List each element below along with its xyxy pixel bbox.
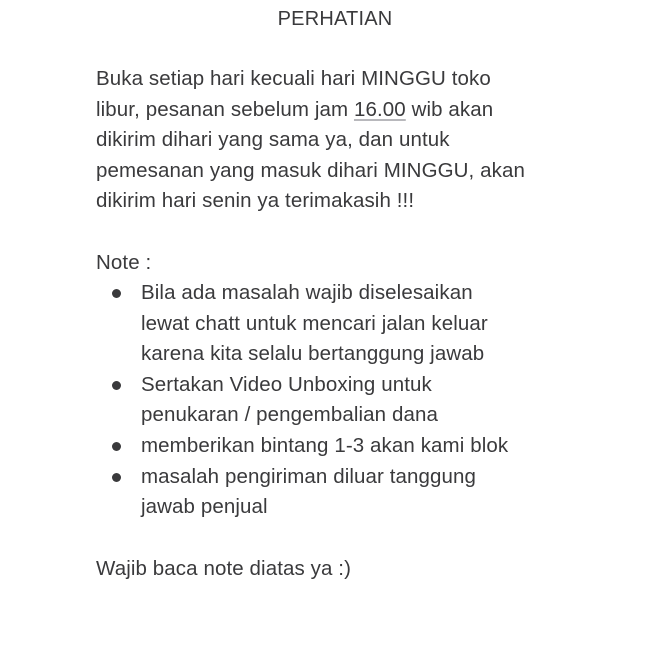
intro-line xyxy=(96,95,626,126)
note-line: Bila ada masalah wajib diselesaikan xyxy=(141,281,473,304)
note-line: masalah pengiriman diluar tanggung xyxy=(141,464,477,488)
note-line: jawab penjual xyxy=(141,495,268,519)
intro-line: pemesanan yang masuk dihari MINGGU, akan xyxy=(96,158,526,182)
intro-text: libur, pesanan sebelum jam xyxy=(96,97,354,121)
intro-line: dikirim hari senin ya terimakasih !!! xyxy=(96,189,415,213)
bullet-icon xyxy=(112,381,121,390)
bullet-icon xyxy=(112,289,121,298)
note-line: memberikan bintang 1-3 akan kami blok xyxy=(141,433,509,457)
bullet-icon xyxy=(112,473,121,482)
note-line: Sertakan Video Unboxing untuk xyxy=(141,372,432,396)
intro-line: Buka setiap hari kecuali hari MINGGU toko xyxy=(96,67,491,90)
note-item xyxy=(96,370,636,431)
bullet-icon xyxy=(112,442,121,451)
note-line: penukaran / pengembalian dana xyxy=(141,403,438,427)
note-line: karena kita selalu bertanggung jawab xyxy=(141,342,485,366)
notes-list xyxy=(96,278,636,523)
intro-text: wib akan xyxy=(405,97,494,121)
note-line: lewat chatt untuk mencari jalan keluar xyxy=(141,311,488,335)
intro-paragraph xyxy=(96,64,626,217)
notice-title: PERHATIAN xyxy=(277,8,393,30)
note-item xyxy=(96,431,636,462)
note-item xyxy=(96,278,636,370)
note-item xyxy=(96,462,636,523)
note-heading: Note : xyxy=(96,251,152,274)
cutoff-time: 16.00 xyxy=(353,97,406,121)
footer-text: Wajib baca note diatas ya :) xyxy=(96,557,352,580)
intro-line: dikirim dihari yang sama ya, dan untuk xyxy=(96,128,450,152)
